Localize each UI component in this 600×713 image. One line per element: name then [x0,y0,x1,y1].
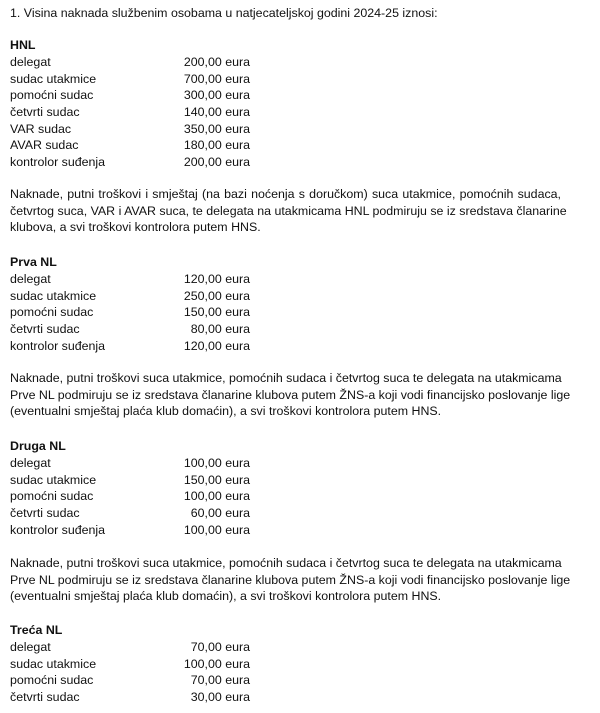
paragraph-line: Naknade, putni troškovi i smještaj (na bazi noćenja s doručkom) suca utakmice, pomoćnih sudaca, [10,187,561,201]
section-title: Prva NL [10,255,57,269]
role-label: kontrolor suđenja [10,155,106,170]
fee-amount: 100,00 eura [183,489,250,504]
fee-amount: 100,00 eura [183,656,250,671]
fee-row [10,455,570,472]
role-label: sudac utakmice [10,71,97,86]
paragraph-line: (eventualni smještaj plaća klub domaćin), a svi troškovi kontrolora putem HNS. [10,589,442,604]
section-title: Druga NL [10,439,66,453]
intro-heading: 1. Visina naknada službenim osobama u natjecateljskoj godini 2024-25 iznosi: [10,6,438,20]
role-label: sudac utakmice [10,472,97,487]
fee-row [10,672,570,689]
section-prva-nl [10,254,570,354]
role-label: pomoćni sudac [10,305,94,320]
fee-amount: 120,00 eura [183,338,250,353]
fee-amount: 300,00 eura [183,88,250,103]
paragraph-line: Naknade, putni troškovi suca utakmice, pomoćnih sudaca i četvrtog suca te delegata na utakmicama [10,556,562,570]
paragraph-druga-nl [10,555,571,605]
section-treca-nl [10,622,570,706]
role-label: pomoćni sudac [10,673,94,688]
fee-amount: 70,00 eura [190,640,250,654]
role-label: pomoćni sudac [10,489,94,504]
role-label: kontrolor suđenja [10,522,106,537]
role-label: delegat [10,55,51,69]
fee-row [10,288,570,305]
role-label: kontrolor suđenja [10,338,106,353]
fee-amount: 180,00 eura [183,138,250,153]
fee-amount: 140,00 eura [183,105,250,120]
section-title: Treća NL [10,623,63,637]
role-label: delegat [10,272,51,286]
fee-row [10,87,570,104]
paragraph-line: Naknade, putni troškovi suca utakmice, pomoćnih sudaca i četvrtog suca te delegata na utakmicama [10,371,562,385]
fee-row [10,338,570,355]
role-label: VAR sudac [10,121,72,136]
fee-row [10,154,570,171]
paragraph-line: (eventualni smještaj plaća klub domaćin), a svi troškovi kontrolora putem HNS. [10,404,442,419]
fee-amount: 200,00 eura [183,55,250,69]
role-label: četvrti sudac [10,690,80,705]
fee-row [10,271,570,288]
role-label: AVAR sudac [10,138,79,153]
paragraph-line: četvrtog suca, VAR i AVAR suca, te delegata na utakmicama HNL podmiruju se iz sredstava članarine [10,203,567,218]
paragraph-line: klubova, a svi troškovi kontrolora putem HNS. [10,220,261,235]
fee-amount: 60,00 eura [190,506,250,521]
fee-row [10,104,570,121]
role-label: delegat [10,456,51,470]
fee-row [10,522,570,539]
role-label: četvrti sudac [10,322,80,337]
fee-row [10,505,570,522]
paragraph-line: Prve NL podmiruju se iz sredstava članarine klubova putem ŽNS-a koji vodi financijsko poslovanje lige [10,572,571,587]
paragraph-line: Prve NL podmiruju se iz sredstava članarine klubova putem ŽNS-a koji vodi financijsko poslovanje lige [10,387,571,402]
fee-row [10,639,570,656]
fee-row [10,488,570,505]
role-label: četvrti sudac [10,506,80,521]
fee-row [10,656,570,673]
fee-amount: 70,00 eura [190,673,250,688]
fee-amount: 120,00 eura [183,272,250,286]
fee-amount: 700,00 eura [183,71,250,86]
role-label: sudac utakmice [10,656,97,671]
section-hnl [10,37,570,171]
role-label: četvrti sudac [10,105,80,120]
fee-amount: 100,00 eura [183,456,250,470]
fee-amount: 80,00 eura [190,322,250,337]
fee-row [10,137,570,154]
paragraph-hnl [10,186,567,236]
fee-amount: 350,00 eura [183,121,250,136]
paragraph-prva-nl [10,370,571,420]
role-label: sudac utakmice [10,288,97,303]
section-druga-nl [10,438,570,538]
fee-row [10,54,570,71]
fee-row [10,121,570,138]
role-label: pomoćni sudac [10,88,94,103]
fee-row [10,689,570,706]
fee-row [10,304,570,321]
fee-row [10,71,570,88]
fee-amount: 150,00 eura [183,305,250,320]
fee-amount: 150,00 eura [183,472,250,487]
fee-amount: 250,00 eura [183,288,250,303]
section-title: HNL [10,38,36,52]
fee-row [10,321,570,338]
fee-row [10,472,570,489]
fee-amount: 30,00 eura [190,690,250,705]
fee-amount: 200,00 eura [183,155,250,170]
role-label: delegat [10,640,51,654]
fee-amount: 100,00 eura [183,522,250,537]
